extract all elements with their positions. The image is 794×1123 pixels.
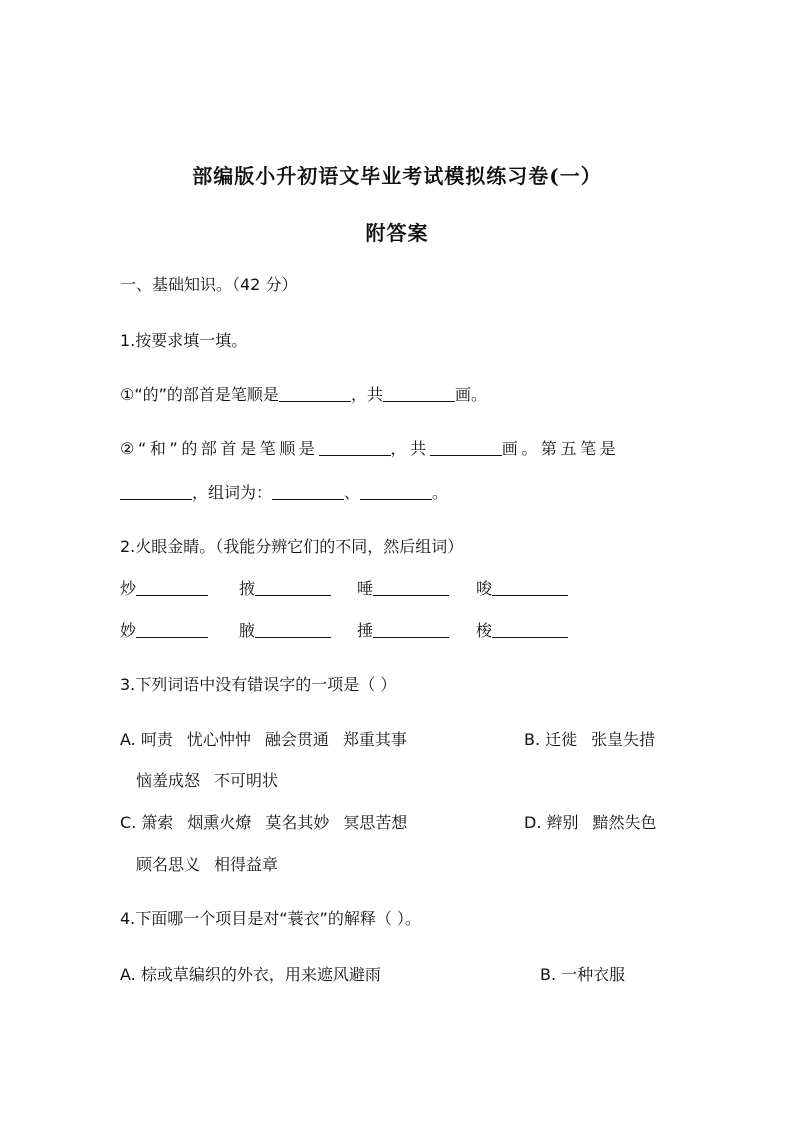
option-c-word: 烟熏火燎 (187, 813, 252, 832)
answer-blank[interactable] (319, 439, 391, 456)
question-2-prompt: 2.火眼金睛。（我能分辨它们的不同，然后组词） (120, 537, 464, 556)
answer-blank[interactable] (373, 621, 449, 638)
q1-l1-text-b: ，共 (350, 385, 383, 404)
question-1-line-3 (120, 480, 448, 503)
option-d-continued (136, 852, 278, 875)
char-label: 捶 (357, 621, 374, 640)
answer-blank[interactable] (136, 579, 208, 596)
option-b[interactable] (524, 727, 655, 750)
q1-l2-text-b: ，共 (390, 439, 430, 458)
question-4-prompt: 4.下面哪一个项目是对“蓑衣”的解释（ ）。 (120, 909, 421, 928)
answer-blank[interactable] (492, 579, 568, 596)
option-d-word: 顾名思义 (136, 855, 201, 874)
q1-l2-text-c: 画。第五笔是 (501, 439, 620, 458)
char-item (357, 618, 449, 641)
char-item (239, 576, 331, 599)
char-label: 梭 (476, 621, 493, 640)
question-1-prompt: 1.按要求填一填。 (120, 331, 248, 350)
option-d[interactable] (524, 810, 657, 833)
answer-blank[interactable] (255, 621, 331, 638)
option-a-word: 融会贯通 (264, 730, 329, 749)
q1-l1-text-c: 画。 (454, 385, 487, 404)
option-c-word: C. 箫索 (120, 813, 174, 832)
option-b-word: 张皇失措 (591, 730, 656, 749)
page-title: 部编版小升初语文毕业考试模拟练习卷(一） (192, 164, 602, 188)
option-b-continued (136, 768, 278, 791)
char-label: 炒 (120, 579, 137, 598)
char-item (476, 618, 568, 641)
q4-option-b[interactable]: B. 一种衣服 (540, 965, 626, 984)
char-label: 妙 (120, 621, 137, 640)
char-label: 掖 (239, 579, 256, 598)
char-item (476, 576, 568, 599)
answer-blank[interactable] (373, 579, 449, 596)
option-c-word: 冥思苦想 (343, 813, 408, 832)
char-item (120, 576, 208, 599)
option-b-word: B. 迁徙 (524, 730, 578, 749)
q1-l3-text-c: 、 (344, 483, 361, 502)
option-a-word: 忧心忡忡 (186, 730, 251, 749)
answer-blank[interactable] (492, 621, 568, 638)
section-heading: 一、基础知识。（42 分） (120, 275, 298, 294)
answer-blank[interactable] (255, 579, 331, 596)
answer-blank[interactable] (272, 483, 344, 500)
question-1-line-2 (120, 436, 619, 459)
char-item (239, 618, 331, 641)
answer-blank[interactable] (360, 483, 432, 500)
char-item (357, 576, 449, 599)
answer-blank[interactable] (136, 621, 208, 638)
answer-blank[interactable] (383, 385, 455, 402)
option-b-word: 恼羞成怒 (136, 771, 201, 790)
answer-blank[interactable] (430, 439, 502, 456)
q4-option-a[interactable]: A. 棕或草编织的外衣，用来遮风避雨 (120, 965, 381, 984)
option-a[interactable] (120, 727, 407, 750)
option-c[interactable] (120, 810, 407, 833)
q1-l3-text-b: ，组词为： (192, 483, 273, 502)
q1-l2-text-a: ②“和”的部首是笔顺是 (120, 439, 319, 458)
question-3-prompt: 3.下列词语中没有错误字的一项是（ ） (120, 675, 397, 694)
char-label: 唆 (476, 579, 493, 598)
answer-blank[interactable] (120, 483, 192, 500)
char-item (120, 618, 208, 641)
option-a-word: 郑重其事 (342, 730, 407, 749)
char-label: 唾 (357, 579, 374, 598)
answer-blank[interactable] (279, 385, 351, 402)
option-a-word: A. 呵责 (120, 730, 173, 749)
q1-l3-text-d: 。 (432, 483, 449, 502)
question-1-line-1 (120, 382, 487, 405)
option-d-word: 黯然失色 (592, 813, 657, 832)
option-d-word: D. 辫别 (524, 813, 579, 832)
page-subtitle: 附答案 (365, 221, 429, 245)
char-label: 腋 (239, 621, 256, 640)
q1-l1-text-a: ①“的”的部首是笔顺是 (120, 385, 279, 404)
option-d-word: 相得益章 (214, 855, 279, 874)
option-b-word: 不可明状 (214, 771, 279, 790)
option-c-word: 莫名其妙 (265, 813, 330, 832)
